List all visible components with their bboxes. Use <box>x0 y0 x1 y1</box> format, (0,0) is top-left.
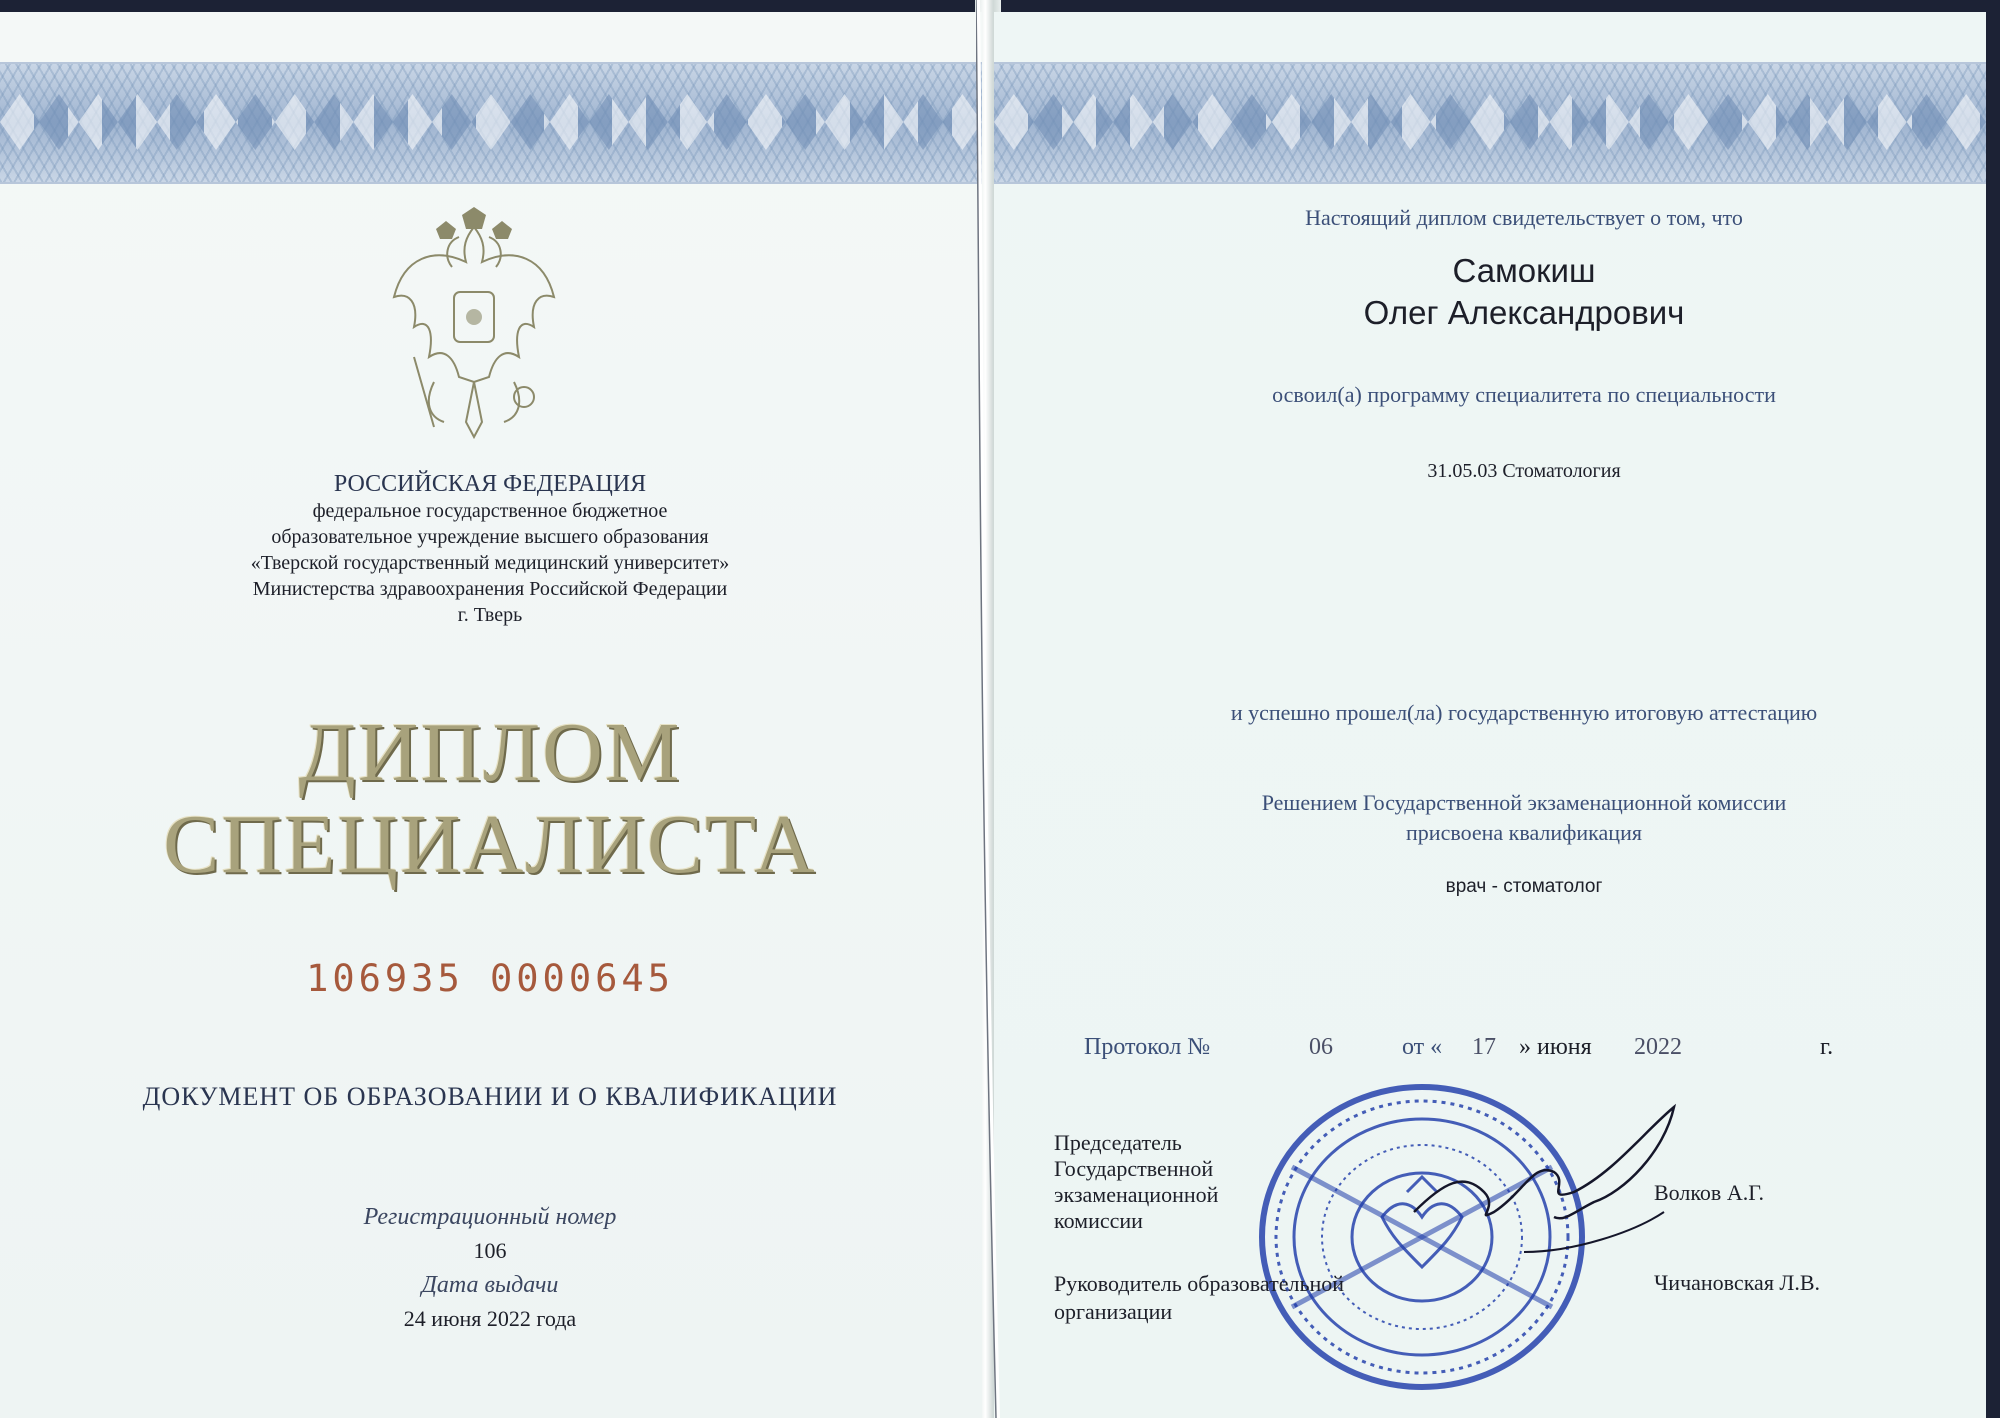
protocol-day: 17 <box>1472 1034 1496 1060</box>
issue-date-label: Дата выдачи <box>421 1272 559 1298</box>
decision-line-2: присвоена квалификация <box>1406 820 1642 845</box>
protocol-number: 06 <box>1309 1034 1333 1060</box>
decision-block <box>1094 788 1954 848</box>
document-type: ДОКУМЕНТ ОБ ОБРАЗОВАНИИ И О КВАЛИФИКАЦИИ <box>142 1082 838 1111</box>
chair-name: Волков А.Г. <box>1654 1180 1764 1205</box>
coat-of-arms-icon <box>374 207 574 452</box>
institution-city: г. Тверь <box>457 604 523 626</box>
registration-block <box>230 1200 750 1336</box>
specialty: 31.05.03 Стоматология <box>1427 460 1621 482</box>
chair-line: Председатель <box>1054 1130 1182 1155</box>
title-line-1: ДИПЛОМ <box>298 706 682 799</box>
decorative-guilloche-band <box>0 62 982 184</box>
attestation-text: и успешно прошел(ла) государственную итоговую аттестацию <box>1230 700 1818 725</box>
institution-block <box>120 470 860 628</box>
head-title <box>1054 1270 1344 1326</box>
head-line: Руководитель образовательной <box>1054 1271 1345 1296</box>
head-name: Чичановская Л.В. <box>1654 1270 1821 1295</box>
protocol-label: Протокол № <box>1084 1034 1211 1060</box>
program-text: освоил(а) программу специалитета по специальности <box>1272 382 1776 407</box>
left-page <box>0 12 982 1418</box>
issue-date: 24 июня 2022 года <box>403 1306 577 1331</box>
signature-chair-icon <box>1404 1102 1694 1302</box>
institution-line: образовательное учреждение высшего образования <box>271 526 709 548</box>
institution-line: Министерства здравоохранения Российской Федерации <box>252 578 728 600</box>
protocol-year: 2022 <box>1634 1034 1682 1060</box>
institution-line: федеральное государственное бюджетное <box>312 500 668 522</box>
protocol-month: » июня <box>1519 1034 1592 1060</box>
bookmark-ribbon <box>976 0 1016 1418</box>
chair-line: экзаменационной <box>1054 1182 1219 1207</box>
reg-number: 106 <box>473 1238 507 1263</box>
graduate-given-names: Олег Александрович <box>1363 294 1685 331</box>
diploma-title <box>60 707 920 891</box>
serial-number: 106935 0000645 <box>306 957 674 1000</box>
graduate-name <box>1194 250 1854 334</box>
reg-number-label: Регистрационный номер <box>363 1204 617 1230</box>
decision-line-1: Решением Государственной экзаменационной комиссии <box>1261 790 1787 815</box>
qualification: врач - стоматолог <box>1445 876 1603 897</box>
chair-line: комиссии <box>1054 1208 1143 1233</box>
country-name: РОССИЙСКАЯ ФЕДЕРАЦИЯ <box>333 471 647 497</box>
certifies-text: Настоящий диплом свидетельствует о том, что <box>1305 205 1743 230</box>
chair-line: Государственной <box>1054 1156 1214 1181</box>
title-line-2: СПЕЦИАЛИСТА <box>163 798 817 891</box>
protocol-year-suffix: г. <box>1820 1034 1834 1060</box>
decorative-guilloche-band <box>994 62 1986 184</box>
right-page <box>994 12 1986 1418</box>
protocol-from: от « <box>1402 1034 1443 1060</box>
protocol-line <box>994 1034 1986 1068</box>
institution-line: «Тверской государственный медицинский университет» <box>250 552 730 574</box>
graduate-surname: Самокиш <box>1452 252 1596 289</box>
head-line: организации <box>1054 1299 1173 1324</box>
chair-title <box>1054 1130 1218 1234</box>
